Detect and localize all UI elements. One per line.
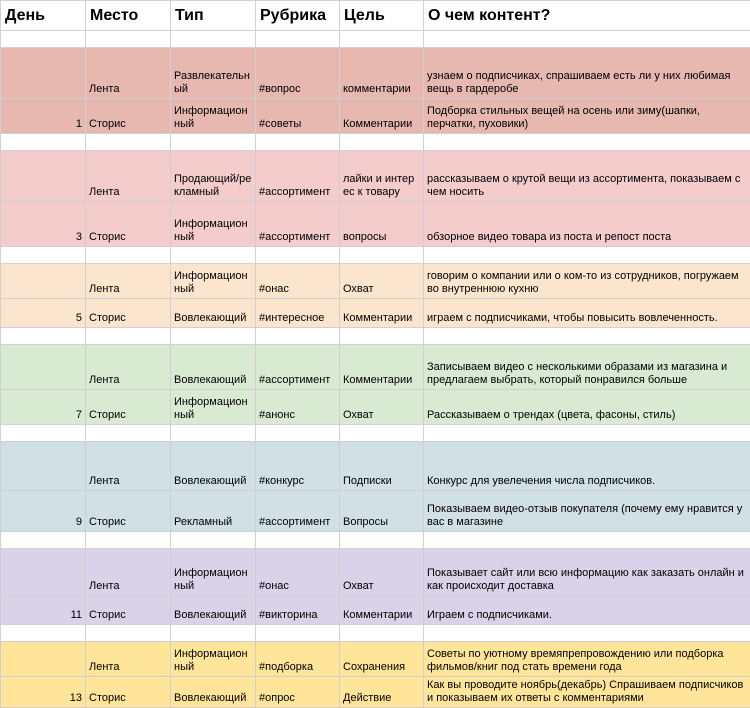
table-row: [1, 151, 750, 202]
cell-type[interactable]: Информационный: [171, 99, 256, 134]
cell-content[interactable]: играем с подписчиками, чтобы повысить вовлеченность.: [424, 299, 750, 328]
empty-cell[interactable]: [340, 532, 424, 549]
cell-day[interactable]: 11: [1, 596, 86, 625]
cell-content[interactable]: Советы по уютному времяпрепровождению или подборка фильмов/книг под стать времени года: [424, 642, 750, 677]
empty-cell[interactable]: [171, 532, 256, 549]
cell-rubric[interactable]: #ассортимент: [256, 202, 340, 247]
cell-type[interactable]: Вовлекающий: [171, 677, 256, 708]
cell-rubric[interactable]: #опрос: [256, 677, 340, 708]
empty-cell[interactable]: [171, 425, 256, 442]
cell-day[interactable]: 13: [1, 677, 86, 708]
empty-cell[interactable]: [340, 625, 424, 642]
cell-type[interactable]: Информационный: [171, 642, 256, 677]
cell-goal[interactable]: вопросы: [340, 202, 424, 247]
cell-day[interactable]: 7: [1, 390, 86, 425]
cell-day[interactable]: [1, 642, 86, 677]
cell-place[interactable]: Лента: [86, 549, 171, 596]
cell-place[interactable]: Лента: [86, 264, 171, 299]
cell-place[interactable]: Сторис: [86, 99, 171, 134]
empty-cell[interactable]: [1, 247, 86, 264]
empty-cell[interactable]: [1, 134, 86, 151]
cell-day[interactable]: 3: [1, 202, 86, 247]
cell-goal[interactable]: Комментарии: [340, 99, 424, 134]
cell-content[interactable]: Как вы проводите ноябрь(декабрь) Спрашиваем подписчиков и показываем их ответы с комментариями: [424, 677, 750, 708]
cell-rubric[interactable]: #онас: [256, 549, 340, 596]
cell-rubric[interactable]: #подборка: [256, 642, 340, 677]
empty-cell[interactable]: [86, 328, 171, 345]
empty-cell[interactable]: [86, 532, 171, 549]
cell-place[interactable]: Сторис: [86, 677, 171, 708]
empty-cell[interactable]: [86, 425, 171, 442]
cell-type[interactable]: Развлекательный: [171, 48, 256, 99]
cell-place[interactable]: Лента: [86, 442, 171, 491]
cell-goal[interactable]: Охват: [340, 549, 424, 596]
table-row: [1, 299, 750, 328]
empty-cell[interactable]: [171, 247, 256, 264]
cell-day[interactable]: 9: [1, 491, 86, 532]
empty-cell[interactable]: [424, 247, 750, 264]
cell-content[interactable]: узнаем о подписчиках, спрашиваем есть ли у них любимая вещь в гардеробе: [424, 48, 750, 99]
table-row: [1, 264, 750, 299]
cell-type[interactable]: Вовлекающий: [171, 596, 256, 625]
empty-cell[interactable]: [424, 425, 750, 442]
cell-goal[interactable]: Сохранения: [340, 642, 424, 677]
cell-content[interactable]: Подборка стильных вещей на осень или зиму(шапки, перчатки, пуховики): [424, 99, 750, 134]
cell-place[interactable]: Лента: [86, 48, 171, 99]
cell-type[interactable]: Информационный: [171, 264, 256, 299]
cell-content[interactable]: Показываем видео-отзыв покупателя (почему ему нравится у вас в магазине: [424, 491, 750, 532]
empty-cell[interactable]: [424, 31, 750, 48]
cell-day[interactable]: 1: [1, 99, 86, 134]
empty-cell[interactable]: [256, 625, 340, 642]
cell-goal[interactable]: лайки и интерес к товару: [340, 151, 424, 202]
empty-cell[interactable]: [171, 625, 256, 642]
empty-cell[interactable]: [340, 247, 424, 264]
table-body: [1, 31, 750, 708]
cell-content[interactable]: обзорное видео товара из поста и репост поста: [424, 202, 750, 247]
empty-cell[interactable]: [256, 134, 340, 151]
empty-cell[interactable]: [1, 31, 86, 48]
cell-goal[interactable]: Охват: [340, 390, 424, 425]
empty-cell[interactable]: [256, 425, 340, 442]
cell-rubric[interactable]: #советы: [256, 99, 340, 134]
cell-rubric[interactable]: #ассортимент: [256, 151, 340, 202]
cell-rubric[interactable]: #конкурс: [256, 442, 340, 491]
table-row: [1, 99, 750, 134]
cell-day[interactable]: 5: [1, 299, 86, 328]
empty-cell[interactable]: [424, 134, 750, 151]
cell-rubric[interactable]: #вопрос: [256, 48, 340, 99]
table-row: [1, 642, 750, 677]
header-content[interactable]: О чем контент?: [424, 1, 750, 31]
spacer-row: [1, 532, 750, 549]
spacer-row: [1, 134, 750, 151]
table-row: [1, 390, 750, 425]
empty-cell[interactable]: [86, 134, 171, 151]
cell-goal[interactable]: Вопросы: [340, 491, 424, 532]
spacer-row: [1, 425, 750, 442]
cell-day[interactable]: [1, 48, 86, 99]
cell-rubric[interactable]: #онас: [256, 264, 340, 299]
table-row: [1, 345, 750, 390]
table-row: [1, 677, 750, 708]
cell-goal[interactable]: Комментарии: [340, 345, 424, 390]
cell-goal[interactable]: Действие: [340, 677, 424, 708]
cell-content[interactable]: Играем с подписчиками.: [424, 596, 750, 625]
cell-day[interactable]: [1, 151, 86, 202]
cell-day[interactable]: [1, 549, 86, 596]
empty-cell[interactable]: [171, 31, 256, 48]
cell-type[interactable]: Информационный: [171, 549, 256, 596]
cell-type[interactable]: Вовлекающий: [171, 442, 256, 491]
header-type[interactable]: Тип: [171, 1, 256, 31]
cell-day[interactable]: [1, 442, 86, 491]
empty-cell[interactable]: [86, 31, 171, 48]
table-row: [1, 48, 750, 99]
empty-cell[interactable]: [340, 31, 424, 48]
cell-content[interactable]: Рассказываем о трендах (цвета, фасоны, стиль): [424, 390, 750, 425]
cell-goal[interactable]: Комментарии: [340, 299, 424, 328]
cell-content[interactable]: Конкурс для увелечения числа подписчиков.: [424, 442, 750, 491]
cell-rubric[interactable]: #ассортимент: [256, 491, 340, 532]
cell-place[interactable]: Сторис: [86, 596, 171, 625]
cell-place[interactable]: Лента: [86, 642, 171, 677]
cell-place[interactable]: Сторис: [86, 390, 171, 425]
table-row: [1, 491, 750, 532]
cell-type[interactable]: Вовлекающий: [171, 299, 256, 328]
cell-type[interactable]: Продающий/рекламный: [171, 151, 256, 202]
cell-day[interactable]: [1, 345, 86, 390]
empty-cell[interactable]: [1, 532, 86, 549]
empty-cell[interactable]: [171, 328, 256, 345]
empty-cell[interactable]: [1, 328, 86, 345]
empty-cell[interactable]: [424, 328, 750, 345]
empty-cell[interactable]: [424, 625, 750, 642]
empty-cell[interactable]: [424, 532, 750, 549]
table-row: [1, 442, 750, 491]
empty-cell[interactable]: [171, 134, 256, 151]
table-row: [1, 202, 750, 247]
cell-place[interactable]: Сторис: [86, 202, 171, 247]
cell-content[interactable]: Показывает сайт или всю информацию как заказать онлайн и как происходит доставка: [424, 549, 750, 596]
header-place[interactable]: Место: [86, 1, 171, 31]
empty-cell[interactable]: [340, 328, 424, 345]
cell-type[interactable]: Рекламный: [171, 491, 256, 532]
spacer-row: [1, 31, 750, 48]
empty-cell[interactable]: [256, 532, 340, 549]
empty-cell[interactable]: [1, 625, 86, 642]
cell-place[interactable]: Лента: [86, 151, 171, 202]
cell-rubric[interactable]: #анонс: [256, 390, 340, 425]
cell-day[interactable]: [1, 264, 86, 299]
empty-cell[interactable]: [340, 425, 424, 442]
cell-goal[interactable]: Охват: [340, 264, 424, 299]
table-row: [1, 596, 750, 625]
empty-cell[interactable]: [256, 328, 340, 345]
empty-cell[interactable]: [86, 625, 171, 642]
cell-content[interactable]: Записываем видео с несколькими образами из магазина и предлагаем выбрать, который понравился больше: [424, 345, 750, 390]
cell-type[interactable]: Информационный: [171, 202, 256, 247]
cell-type[interactable]: Информационный: [171, 390, 256, 425]
cell-rubric[interactable]: #викторина: [256, 596, 340, 625]
cell-content[interactable]: рассказываем о крутой вещи из ассортимента, показываем с чем носить: [424, 151, 750, 202]
cell-place[interactable]: Сторис: [86, 299, 171, 328]
header-goal[interactable]: Цель: [340, 1, 424, 31]
cell-rubric[interactable]: #интересное: [256, 299, 340, 328]
empty-cell[interactable]: [1, 425, 86, 442]
cell-goal[interactable]: Комментарии: [340, 596, 424, 625]
cell-rubric[interactable]: #ассортимент: [256, 345, 340, 390]
spacer-row: [1, 247, 750, 264]
header-rubric[interactable]: Рубрика: [256, 1, 340, 31]
empty-cell[interactable]: [340, 134, 424, 151]
cell-goal[interactable]: комментарии: [340, 48, 424, 99]
empty-cell[interactable]: [256, 31, 340, 48]
empty-cell[interactable]: [256, 247, 340, 264]
header-day[interactable]: День: [1, 1, 86, 31]
cell-place[interactable]: Лента: [86, 345, 171, 390]
header-row: [1, 1, 750, 31]
cell-type[interactable]: Вовлекающий: [171, 345, 256, 390]
empty-cell[interactable]: [86, 247, 171, 264]
cell-place[interactable]: Сторис: [86, 491, 171, 532]
spacer-row: [1, 625, 750, 642]
spacer-row: [1, 328, 750, 345]
cell-content[interactable]: говорим о компании или о ком-то из сотрудников, погружаем во внутреннюю кухню: [424, 264, 750, 299]
table-row: [1, 549, 750, 596]
cell-goal[interactable]: Подписки: [340, 442, 424, 491]
